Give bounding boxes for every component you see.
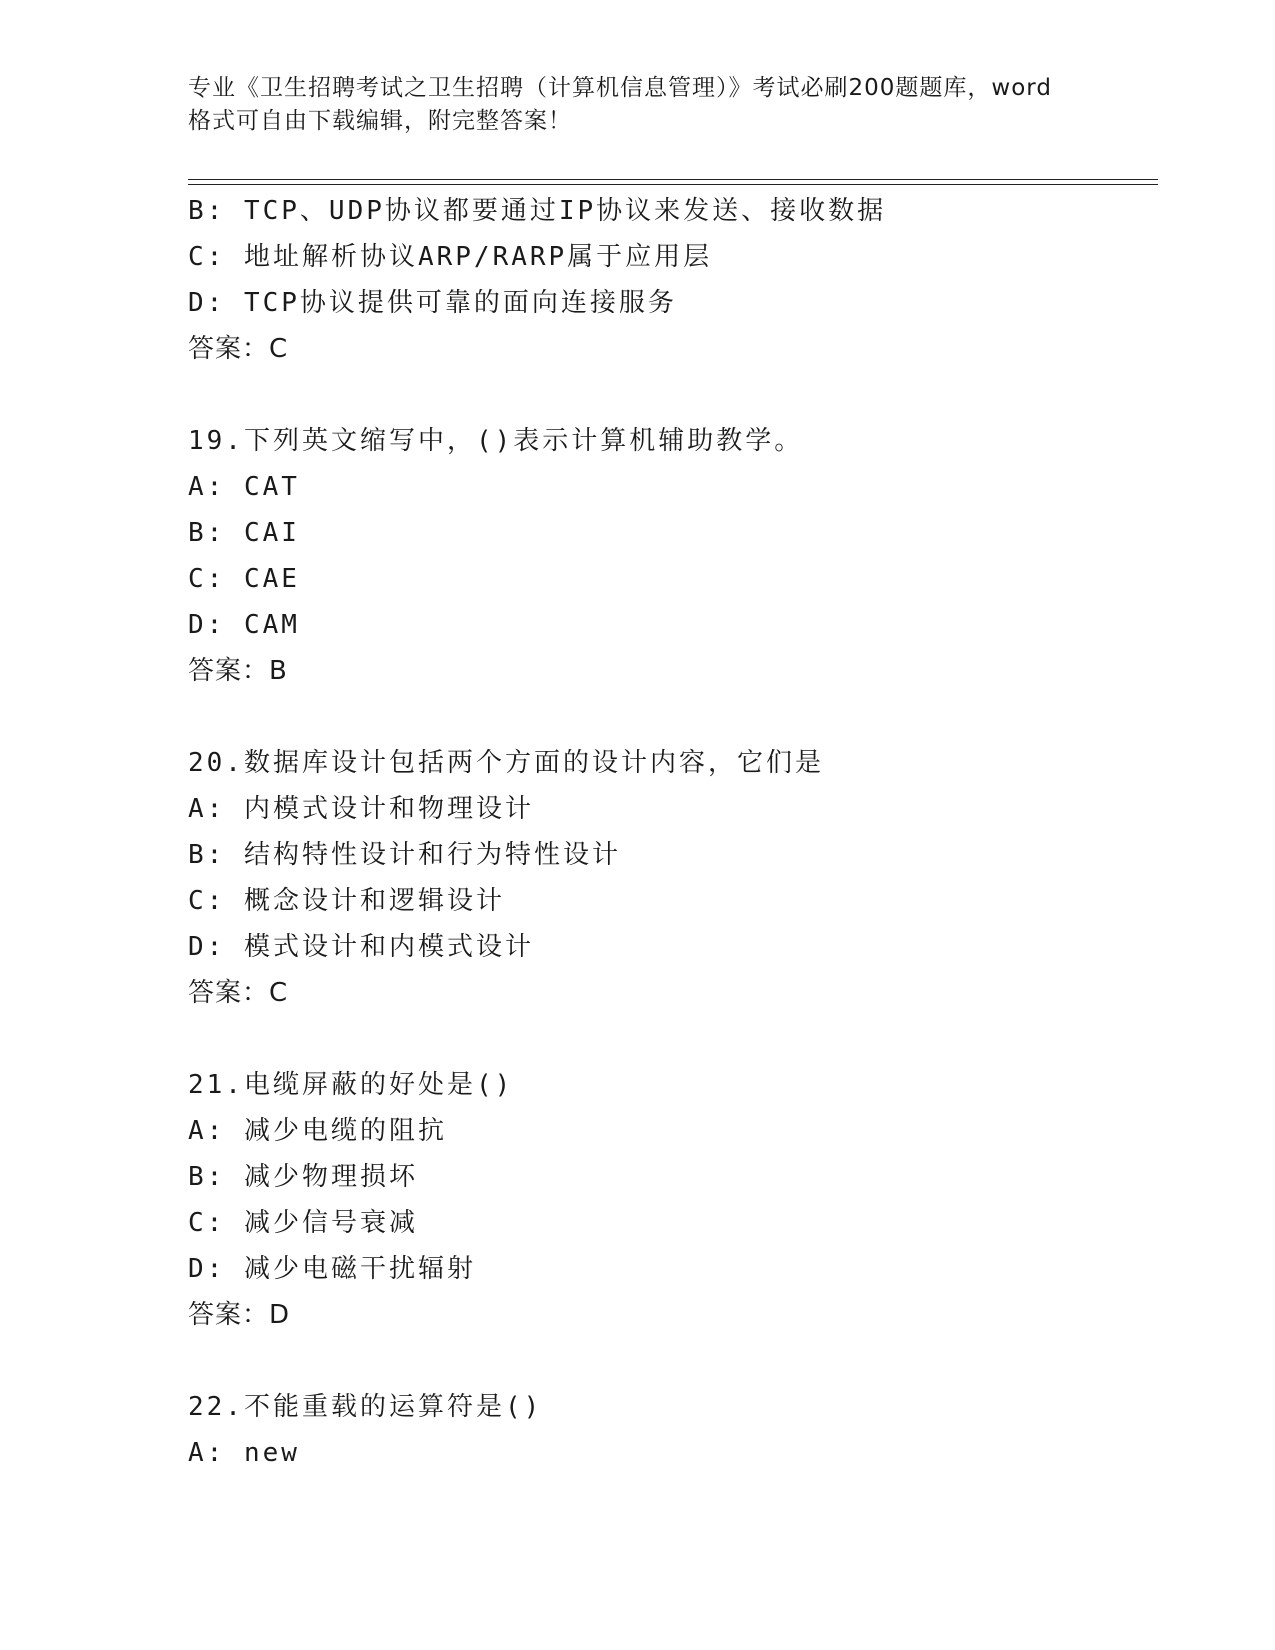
question-18-continued <box>188 188 1158 372</box>
answer: 答案：C <box>188 334 289 364</box>
option-c: C: CAE <box>188 564 300 594</box>
answer: 答案：D <box>188 1300 291 1330</box>
option-d: D: 模式设计和内模式设计 <box>188 932 534 962</box>
spacer <box>188 694 1158 740</box>
question-text: 19.下列英文缩写中，()表示计算机辅助教学。 <box>188 426 804 456</box>
question-19 <box>188 418 1158 694</box>
option-b: B: 减少物理损坏 <box>188 1162 418 1192</box>
answer: 答案：B <box>188 656 288 686</box>
option-a: A: new <box>188 1438 300 1468</box>
option-b: B: TCP、UDP协议都要通过IP协议来发送、接收数据 <box>188 196 887 226</box>
option-a: A: CAT <box>188 472 300 502</box>
option-b: B: CAI <box>188 518 300 548</box>
option-c: C: 概念设计和逻辑设计 <box>188 886 505 916</box>
spacer <box>188 1338 1158 1384</box>
answer: 答案：C <box>188 978 289 1008</box>
question-text: 20.数据库设计包括两个方面的设计内容，它们是 <box>188 748 824 778</box>
option-c: C: 地址解析协议ARP/RARP属于应用层 <box>188 242 713 272</box>
spacer <box>188 372 1158 418</box>
header-line-1: 专业《卫生招聘考试之卫生招聘（计算机信息管理）》考试必刷200题题库，word <box>188 75 1052 101</box>
option-c: C: 减少信号衰减 <box>188 1208 418 1238</box>
option-d: D: 减少电磁干扰辐射 <box>188 1254 476 1284</box>
question-21 <box>188 1062 1158 1338</box>
question-list <box>188 188 1158 1476</box>
option-b: B: 结构特性设计和行为特性设计 <box>188 840 621 870</box>
option-a: A: 减少电缆的阻抗 <box>188 1116 447 1146</box>
question-20 <box>188 740 1158 1016</box>
question-text: 22.不能重载的运算符是() <box>188 1392 543 1422</box>
header-divider-bottom <box>188 184 1158 185</box>
header-divider-top <box>188 179 1158 180</box>
question-text: 21.电缆屏蔽的好处是() <box>188 1070 514 1100</box>
document-header <box>188 72 1088 138</box>
option-a: A: 内模式设计和物理设计 <box>188 794 534 824</box>
option-d: D: CAM <box>188 610 300 640</box>
question-22 <box>188 1384 1158 1476</box>
option-d: D: TCP协议提供可靠的面向连接服务 <box>188 288 677 318</box>
spacer <box>188 1016 1158 1062</box>
header-line-2: 格式可自由下载编辑，附完整答案！ <box>188 108 572 134</box>
